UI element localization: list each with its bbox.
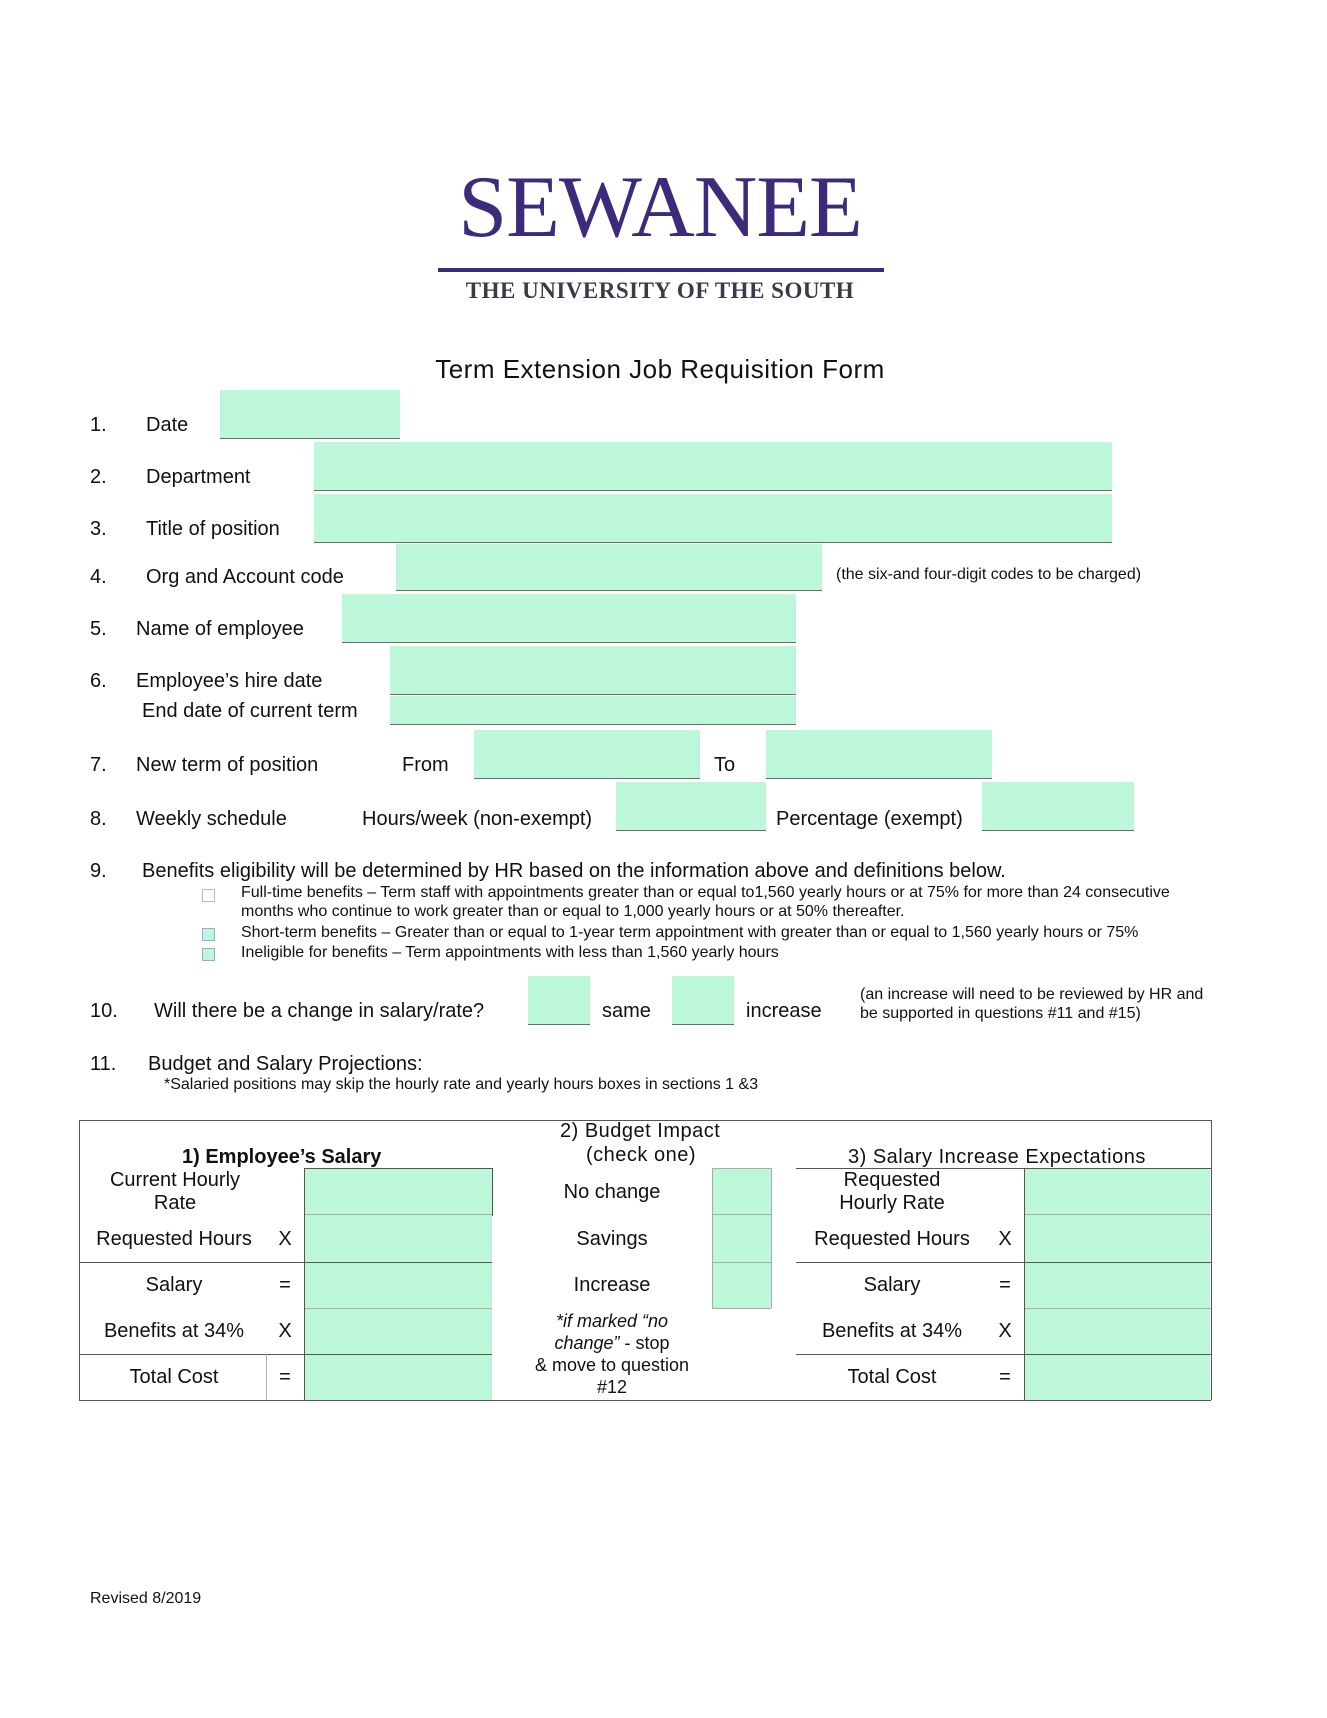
sec1-total-operator: = — [279, 1365, 291, 1388]
requested-hourly-rate-input[interactable] — [1026, 1170, 1209, 1214]
q1-number: 1. — [90, 414, 107, 436]
current-hourly-rate-input[interactable] — [306, 1170, 490, 1214]
ineligible-benefits-checkbox[interactable] — [202, 948, 215, 961]
hire-date-field[interactable] — [390, 646, 796, 695]
fulltime-benefits-checkbox[interactable] — [202, 889, 215, 902]
percentage-field[interactable] — [982, 782, 1134, 831]
ineligible-benefits-text: Ineligible for benefits – Term appointments with less than 1,560 yearly hours — [241, 944, 779, 961]
sec3-requested-hours-input[interactable] — [1026, 1216, 1209, 1260]
sec1-rate-label — [84, 1168, 266, 1216]
sec2-note-line2 — [514, 1332, 710, 1354]
total-cost-input[interactable] — [306, 1356, 490, 1398]
nochange-check-box[interactable] — [714, 1170, 769, 1214]
q1-label: Date — [146, 414, 189, 436]
sec1-benefits-operator: X — [278, 1319, 292, 1342]
q7-number: 7. — [90, 754, 107, 776]
q7-to-label: To — [714, 754, 736, 776]
sec3-hours-operator: X — [998, 1227, 1012, 1250]
sec2-note-line2-plain: - stop — [619, 1333, 670, 1353]
term-from-field[interactable] — [474, 730, 700, 779]
sec2-note-line4: #12 — [596, 1377, 628, 1397]
fulltime-benefits-text-1: Full-time benefits – Term staff with appointments greater than or equal to1,560 yearly hours or at 75% for more than 24 consecutive — [241, 884, 1170, 901]
benefits-input[interactable] — [306, 1310, 490, 1352]
q10-number: 10. — [90, 1000, 118, 1022]
q8-number: 8. — [90, 808, 107, 830]
q2-label: Department — [146, 466, 251, 488]
sec3-salary-label: Salary — [863, 1273, 921, 1296]
q5-label: Name of employee — [136, 618, 304, 640]
current-term-end-field[interactable] — [390, 696, 796, 725]
sec3-total-operator: = — [999, 1365, 1011, 1388]
sec3-rate-label-line2: Hourly Rate — [839, 1192, 945, 1214]
q11-number: 11. — [90, 1053, 117, 1075]
sec3-hours-label: Requested Hours — [814, 1227, 970, 1250]
q10-label: Will there be a change in salary/rate? — [154, 1000, 485, 1022]
q10-note-1: (an increase will need to be reviewed by HR and — [860, 986, 1204, 1003]
salary-same-box[interactable] — [528, 976, 590, 1025]
university-logo — [430, 160, 890, 310]
q8-percentage-label: Percentage (exempt) — [776, 808, 963, 830]
sec2-increase-label: Increase — [573, 1273, 651, 1296]
sec2-note-line1: *if marked “no — [555, 1311, 669, 1331]
q8-label: Weekly schedule — [136, 808, 287, 830]
sec1-salary-operator: = — [279, 1273, 291, 1296]
q4-label: Org and Account code — [146, 566, 344, 588]
sec1-title: 1) Employee’s Salary — [182, 1146, 382, 1168]
fulltime-benefits-text-2: months who continue to work greater than or equal to 1,000 yearly hours or at 50% thereafter. — [241, 903, 905, 920]
org-account-code-field[interactable] — [396, 544, 822, 591]
sec2-note — [514, 1310, 710, 1398]
shortterm-benefits-text: Short-term benefits – Greater than or equal to 1-year term appointment with greater than or equal to 1,560 yearly hours or 75% — [241, 924, 1139, 941]
requested-hours-input[interactable] — [306, 1216, 490, 1260]
sec3-benefits-operator: X — [998, 1319, 1012, 1342]
q8-hours-label: Hours/week (non-exempt) — [362, 808, 593, 830]
q9-number: 9. — [90, 860, 107, 882]
q6-number: 6. — [90, 670, 107, 692]
sec2-title-line2: (check one) — [586, 1144, 696, 1166]
sec3-benefits-label: Benefits at 34% — [821, 1319, 963, 1342]
hours-per-week-field[interactable] — [616, 782, 766, 831]
sec2-note-line3: & move to question — [534, 1355, 690, 1375]
sec3-rate-label — [800, 1168, 984, 1216]
salary-input[interactable] — [306, 1264, 490, 1306]
savings-check-box[interactable] — [714, 1216, 769, 1260]
sec3-rate-label-line1: Requested — [843, 1169, 941, 1191]
sec3-title: 3) Salary Increase Expectations — [848, 1146, 1146, 1168]
logo-tagline: THE UNIVERSITY OF THE SOUTH — [465, 278, 855, 303]
date-field[interactable] — [220, 390, 400, 439]
department-field[interactable] — [314, 442, 1112, 491]
q3-number: 3. — [90, 518, 107, 540]
sec1-total-label: Total Cost — [129, 1365, 219, 1388]
sec1-benefits-label: Benefits at 34% — [103, 1319, 245, 1342]
sec2-savings-label: Savings — [576, 1227, 648, 1250]
sec1-rate-label-line1: Current Hourly — [109, 1169, 241, 1191]
sec3-total-cost-input[interactable] — [1026, 1356, 1209, 1398]
position-title-field[interactable] — [314, 494, 1112, 543]
sec1-salary-label: Salary — [145, 1273, 203, 1296]
q6-label-end-date: End date of current term — [142, 700, 358, 722]
q7-from-label: From — [402, 754, 449, 776]
sec2-nochange-label: No change — [563, 1180, 661, 1203]
sec3-salary-input[interactable] — [1026, 1264, 1209, 1306]
sec3-benefits-input[interactable] — [1026, 1310, 1209, 1352]
sec3-salary-operator: = — [999, 1273, 1011, 1296]
form-title: Term Extension Job Requisition Form — [435, 354, 885, 384]
sec1-hours-operator: X — [278, 1227, 292, 1250]
salary-increase-box[interactable] — [672, 976, 734, 1025]
q9-label: Benefits eligibility will be determined by HR based on the information above and definitions below. — [142, 860, 1006, 882]
q5-number: 5. — [90, 618, 107, 640]
q4-note: (the six-and four-digit codes to be charged) — [836, 566, 1142, 583]
employee-name-field[interactable] — [342, 594, 796, 643]
sec1-hours-label: Requested Hours — [96, 1227, 252, 1250]
logo-wordmark: SEWANEE — [458, 159, 862, 256]
revision-date: Revised 8/2019 — [90, 1590, 202, 1607]
q2-number: 2. — [90, 466, 107, 488]
q4-number: 4. — [90, 566, 107, 588]
logo-rule — [438, 268, 884, 272]
sec1-rate-label-line2: Rate — [153, 1192, 197, 1214]
q3-label: Title of position — [146, 518, 280, 540]
q6-label: Employee’s hire date — [136, 670, 323, 692]
shortterm-benefits-checkbox[interactable] — [202, 928, 215, 941]
q7-label: New term of position — [136, 754, 319, 776]
q11-note: *Salaried positions may skip the hourly rate and yearly hours boxes in sections 1 &3 — [164, 1076, 759, 1093]
q10-note-2: be supported in questions #11 and #15) — [860, 1005, 1141, 1022]
q10-increase-label: increase — [746, 1000, 822, 1022]
sec2-note-line2-italic: change” — [554, 1333, 620, 1353]
increase-check-box[interactable] — [714, 1264, 769, 1306]
q11-label: Budget and Salary Projections: — [148, 1053, 423, 1075]
term-to-field[interactable] — [766, 730, 992, 779]
sec3-total-label: Total Cost — [847, 1365, 937, 1388]
q10-same-label: same — [602, 1000, 651, 1022]
sec2-title-line1: 2) Budget Impact — [560, 1120, 721, 1142]
